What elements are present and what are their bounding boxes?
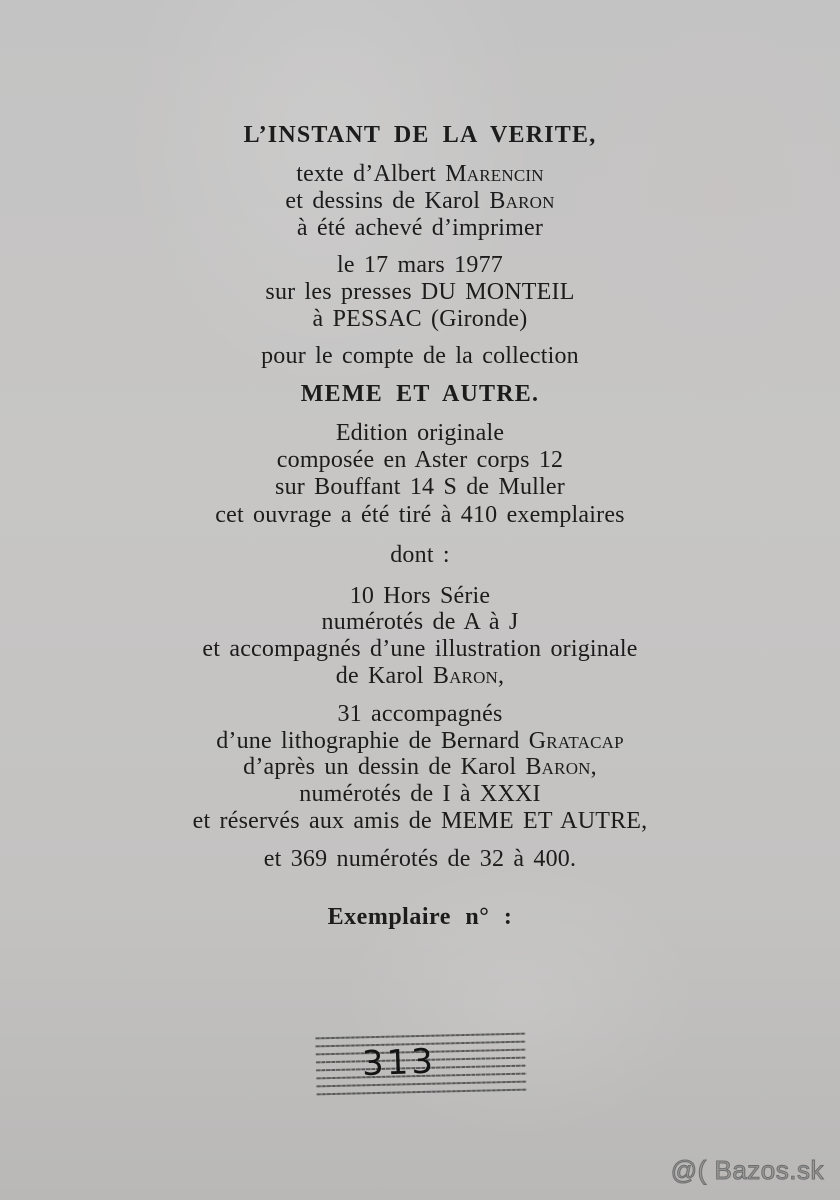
collection-name: MEME ET AUTRE. [300,381,540,407]
illustrator-prefix: et dessins de Karol [285,188,490,214]
artist-prefix: de Karol [335,663,433,689]
print-run-line: cet ouvrage a été tiré à 410 exemplaires [215,502,625,528]
litho-reserved: et réservés aux amis de MEME ET AUTRE, [192,808,648,834]
hors-serie-count: 10 Hors Série [349,583,491,609]
after-artist-name: Baron [525,754,591,780]
paper-line: sur Bouffant 14 S de Muller [275,474,565,500]
edition-line: Edition originale [335,420,505,446]
illustrator-name: Baron [489,188,555,214]
book-title: L’INSTANT DE LA VERITE, [243,122,597,148]
lithographer-name: Gratacap [528,728,624,754]
litho-numbering: numérotés de I à XXXI [299,781,541,807]
hors-serie-accompaniment: et accompagnés d’une illustration originale [202,636,638,662]
artist-name: Baron [432,663,499,689]
after-suffix: , [590,754,597,780]
press-line: sur les presses DU MONTEIL [265,279,575,305]
illustrator-line [0,187,840,215]
hors-serie-artist [0,662,840,690]
dont-line: dont : [390,542,450,568]
author-line [0,160,840,188]
litho-line [0,727,840,755]
author-name: Marencin [445,161,544,187]
litho-count: 31 accompagnés [337,701,503,727]
after-prefix: d’après un dessin de Karol [243,754,526,780]
place-line: à PESSAC (Gironde) [312,306,528,332]
artist-suffix: , [498,663,505,689]
copy-number-handwritten: 313 [361,1041,437,1085]
hors-serie-numbering: numérotés de A à J [321,609,519,635]
author-prefix: texte d’Albert [296,161,446,187]
printed-line: à été achevé d’imprimer [296,215,544,241]
litho-prefix: d’une lithographie de Bernard [216,728,529,754]
collection-intro: pour le compte de la collection [261,343,579,369]
regular-series-line: et 369 numérotés de 32 à 400. [263,846,577,872]
bazos-watermark: @( Bazos.sk [670,1155,824,1185]
typeface-line: composée en Aster corps 12 [276,447,564,473]
litho-after-line [0,753,840,781]
print-date: le 17 mars 1977 [337,252,503,278]
copy-label: Exemplaire n° : [327,904,513,930]
